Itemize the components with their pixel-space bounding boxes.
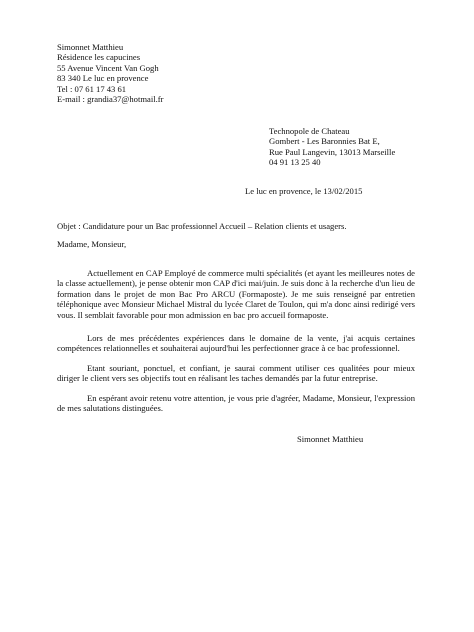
recipient-name: Technopole de Chateau xyxy=(269,126,350,136)
recipient-phone: 04 91 13 25 40 xyxy=(269,157,321,168)
recipient-street: Rue Paul Langevin, 13013 Marseille xyxy=(269,146,396,157)
body-paragraph-1: Actuellement en CAP Employé de commerce multi spécialités (et ayant les meilleures notes de la classe actuellement), je pense obtenir mon CAP d'ici mai/juin. Je suis donc à la recherche d'un lieu de formation dans le projet de mon Bac Pro ARCU (Formaposte). Je me suis renseigné par entretien téléphonique avec Monsieur Michael Mistral du lycée Claret de Toulon, qui m'a donc ainsi redirigé vers vous. Il semblait favorable pour mon admission en bac pro accueil formaposte. xyxy=(57,268,415,320)
recipient-building: Gombert - Les Baronnies Bat E, xyxy=(269,136,380,147)
letter-subject: Objet : Candidature pour un Bac professionnel Accueil – Relation clients et usagers. xyxy=(57,221,347,231)
signature-name: Simonnet Matthieu xyxy=(297,434,364,444)
sender-name: Simonnet Matthieu xyxy=(57,42,124,52)
recipient-address-block xyxy=(269,126,459,168)
sender-phone: Tel : 07 61 17 43 61 xyxy=(57,83,127,94)
letter-salutation: Madame, Monsieur, xyxy=(57,239,127,249)
sender-city: 83 340 Le luc en provence xyxy=(57,73,149,84)
sender-street: 55 Avenue Vincent Van Gogh xyxy=(57,62,159,73)
sender-residence: Résidence les capucines xyxy=(57,52,141,63)
body-paragraph-2: Lors de mes précédentes expériences dans le domaine de la vente, j'ai acquis certaines compétences relationnelles et souhaiterai aujourd'hui les perfectionner grace à ce bac professionnel. xyxy=(57,333,415,354)
body-paragraph-closing: En espérant avoir retenu votre attention, je vous prie d'agréer, Madame, Monsieur, l'expression de mes salutations distinguées. xyxy=(57,393,415,414)
sender-address-block xyxy=(57,42,257,104)
letter-date: Le luc en provence, le 13/02/2015 xyxy=(245,186,363,196)
sender-email: E-mail : grandia37@hotmail.fr xyxy=(57,94,164,105)
body-paragraph-3: Etant souriant, ponctuel, et confiant, je saurai comment utiliser ces qualitées pour mieux diriger le client vers ses objectifs tout en réalisant les taches demandés par la futur entreprise. xyxy=(57,363,415,384)
